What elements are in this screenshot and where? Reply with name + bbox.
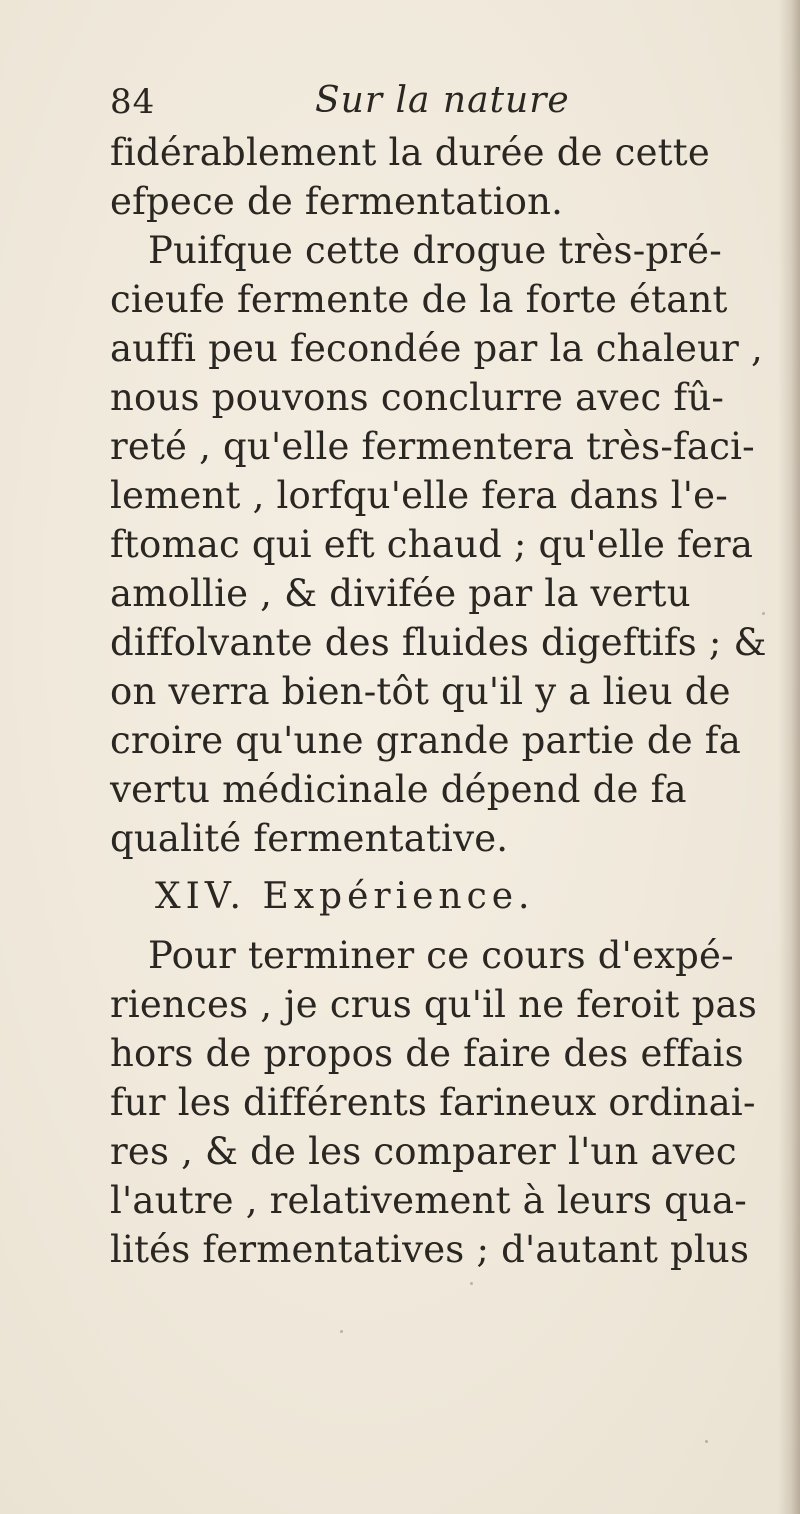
text-line: on verra bien-tôt qu'il y a lieu de — [110, 670, 731, 713]
text-line: diffolvante des fluides digeftifs ; & — [110, 621, 767, 664]
text-line: l'autre , relativement à leurs qua- — [110, 1179, 747, 1222]
text-line: amollie , & divifée par la vertu — [110, 572, 691, 615]
text-line: fidérablement la durée de cette — [110, 131, 710, 174]
page-number: 84 — [110, 82, 156, 122]
paper-speck — [340, 1330, 343, 1333]
paper-speck — [705, 1440, 708, 1443]
running-head: Sur la nature — [315, 80, 570, 121]
paper-speck — [470, 1282, 473, 1285]
page-edge-shadow — [778, 0, 800, 1514]
text-line: cieufe fermente de la forte étant — [110, 278, 728, 321]
text-line: fur les différents farineux ordinai- — [110, 1081, 756, 1124]
text-line: croire qu'une grande partie de fa — [110, 719, 741, 762]
text-line: nous pouvons conclurre avec fû- — [110, 376, 725, 419]
text-line: Puifque cette drogue très-pré- — [148, 229, 722, 272]
body-text — [110, 128, 767, 1274]
text-line: hors de propos de faire des effais — [110, 1032, 744, 1075]
text-line: lement , lorfqu'elle fera dans l'e- — [110, 474, 728, 517]
text-line: riences , je crus qu'il ne feroit pas — [110, 983, 758, 1026]
section-heading: XIV. Expérience. — [155, 876, 535, 917]
paper-speck — [762, 612, 765, 615]
text-line: Pour terminer ce cours d'expé- — [148, 934, 734, 977]
text-line: res , & de les comparer l'un avec — [110, 1130, 737, 1173]
text-line: reté , qu'elle fermentera très-faci- — [110, 425, 755, 468]
text-line: qualité fermentative. — [110, 817, 509, 860]
text-line: ftomac qui eft chaud ; qu'elle fera — [110, 523, 754, 566]
text-line: auffi peu fecondée par la chaleur , — [110, 327, 763, 370]
page-header — [110, 80, 630, 128]
text-line: vertu médicinale dépend de fa — [110, 768, 687, 811]
text-line: efpece de fermentation. — [110, 180, 564, 223]
text-line: lités fermentatives ; d'autant plus — [110, 1228, 750, 1271]
